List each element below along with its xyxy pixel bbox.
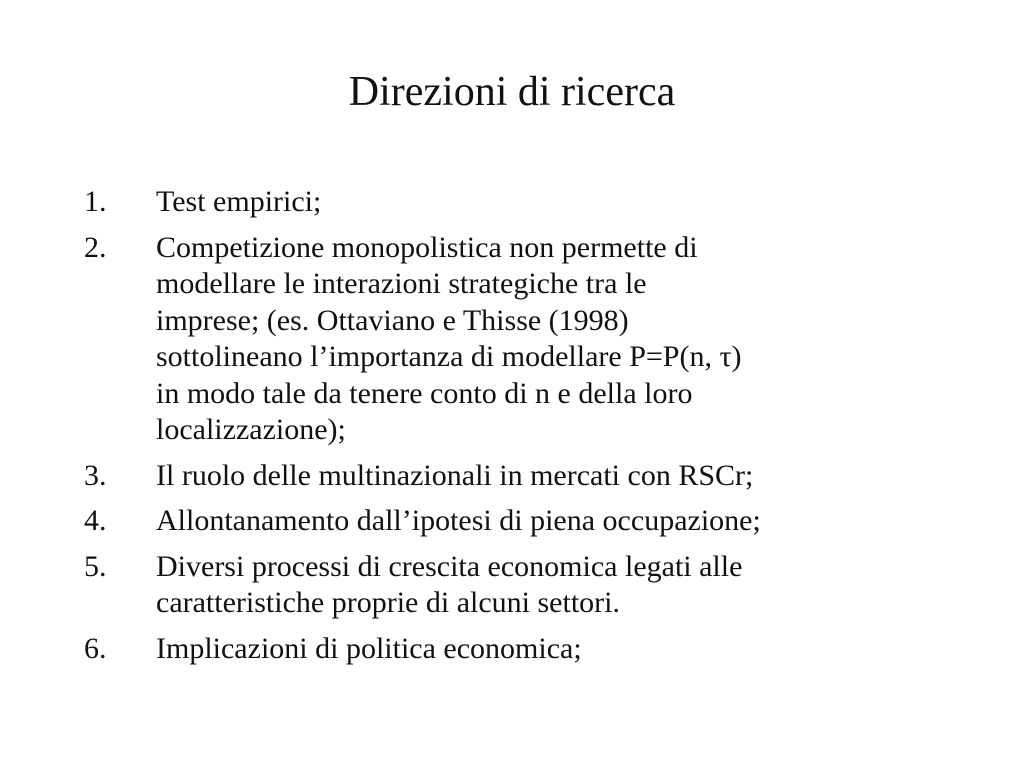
list-item-4: [84, 503, 954, 540]
list-item-number: 1.: [84, 185, 107, 218]
list-item-number: 6.: [84, 631, 107, 665]
list-item-1: [84, 184, 954, 221]
list-item-6: [84, 631, 954, 668]
list-item-text: Test empirici;: [156, 185, 322, 218]
list-item-text: Il ruolo delle multinazionali in mercati con RSCr;: [156, 458, 754, 492]
list-item-3: [84, 458, 954, 495]
list-item-5: [84, 549, 954, 622]
list-item-text: Diversi processi di crescita economica legati alle caratteristiche proprie di alcuni settori.: [156, 549, 743, 619]
list-item-number: 4.: [84, 504, 107, 537]
list-item-2: [84, 230, 954, 449]
list-item-number: 2.: [84, 230, 107, 264]
list-item-number: 5.: [84, 549, 107, 583]
slide-title: Direzioni di ricerca: [348, 69, 676, 115]
list-item-text: Allontanamento dall’ipotesi di piena occupazione;: [156, 504, 761, 537]
list-item-text: Implicazioni di politica economica;: [156, 631, 582, 665]
list-item-text: Competizione monopolistica non permette di modellare le interazioni strategiche tra le imprese; (es. Ottaviano e Thisse (1998) sottolineano l’importanza di modellare P=P(n, τ) in modo tale da tenere conto di n e della loro localizzazione);: [156, 230, 742, 446]
list-item-number: 3.: [84, 458, 107, 492]
research-directions-list: [84, 184, 954, 676]
